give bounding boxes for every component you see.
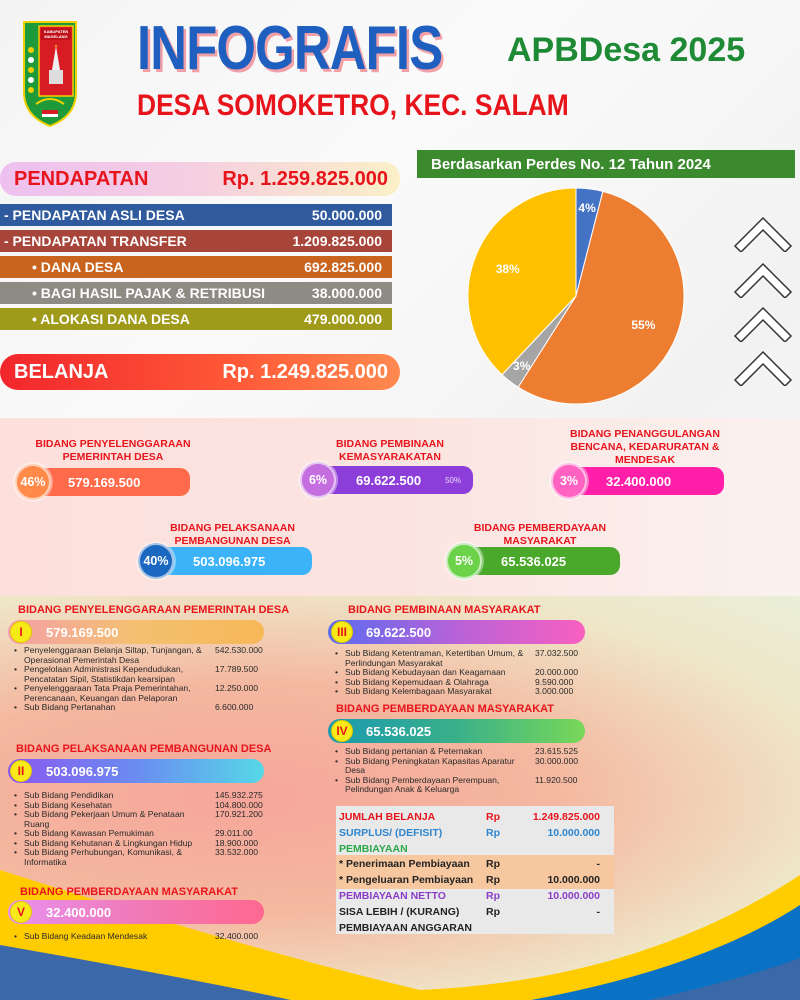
detail-item-value: 32.400.000 xyxy=(215,931,259,941)
detail-title: BIDANG PELAKSANAAN PEMBANGUNAN DESA xyxy=(16,743,272,755)
bidang-value-bar xyxy=(155,547,312,575)
pie-slice-label: 55% xyxy=(631,318,656,333)
pendapatan-label: PENDAPATAN xyxy=(14,167,149,190)
detail-total: 503.096.975 xyxy=(46,763,119,779)
summary-value: 10.000.000 xyxy=(547,826,600,839)
summary-currency: Rp xyxy=(486,905,500,918)
double-chevron-up-icon xyxy=(732,344,794,386)
roman-numeral-badge: V xyxy=(10,901,32,923)
detail-total-bar xyxy=(8,620,264,644)
detail-item-list xyxy=(14,791,290,867)
pendapatan-row-value: 38.000.000 xyxy=(311,285,382,301)
detail-item xyxy=(335,649,610,668)
detail-total-bar xyxy=(328,620,585,644)
detail-item-name: • Pengelolaan Administrasi Kependudukan, Pencatatan Sipil, Statistikdan kearsipan xyxy=(14,665,204,684)
page-title: INFOGRAFIS xyxy=(137,14,443,83)
detail-item-name: • Sub Bidang Kawasan Pemukiman xyxy=(14,829,204,839)
detail-item-value: 17.789.500 xyxy=(215,664,259,674)
bidang-title: BIDANG PEMBINAAN KEMASYARAKATAN xyxy=(336,438,444,463)
chart-title: Berdasarkan Perdes No. 12 Tahun 2024 xyxy=(417,150,795,178)
pendapatan-row-label: • BAGI HASIL PAJAK & RETRIBUSI xyxy=(32,285,266,301)
detail-item xyxy=(14,932,290,942)
detail-item-name: • Sub Bidang Peningkatan Kapasitas Aparatur Desa xyxy=(335,757,530,776)
detail-title: BIDANG PEMBERDAYAAN MASYARAKAT xyxy=(20,886,238,898)
summary-currency: Rp xyxy=(486,826,500,839)
bidang-percent-badge: 6% xyxy=(300,462,336,498)
summary-value: - xyxy=(596,858,600,871)
detail-total: 65.536.025 xyxy=(366,723,432,739)
detail-item-name: • Sub Bidang Pendidikan xyxy=(14,791,204,801)
detail-title: BIDANG PEMBERDAYAAN MASYARAKAT xyxy=(336,703,554,715)
belanja-header xyxy=(0,354,400,390)
belanja-label: BELANJA xyxy=(14,360,109,383)
detail-item-name: • Sub Bidang Kebudayaan dan Keagamaan xyxy=(335,668,530,678)
pendapatan-row-value: 479.000.000 xyxy=(304,311,382,327)
detail-item-value: 30.000.000 xyxy=(535,755,579,766)
detail-item-name: • Sub Bidang pertanian & Peternakan xyxy=(335,747,530,757)
summary-value: 1.249.825.000 xyxy=(532,811,600,823)
detail-item-value: 6.600.000 xyxy=(215,702,254,712)
detail-total: 32.400.000 xyxy=(46,904,112,920)
pendapatan-row xyxy=(0,230,392,252)
detail-item xyxy=(14,848,290,867)
detail-item-name: • Penyelenggaraan Belanja Siltap, Tunjangan, & Operasional Pemerintah Desa xyxy=(14,646,204,665)
roman-numeral-badge: II xyxy=(10,760,32,782)
bidang-title: BIDANG PEMBERDAYAAN MASYARAKAT xyxy=(473,522,607,547)
bidang-title: BIDANG PELAKSANAAN PEMBANGUNAN DESA xyxy=(170,522,295,547)
detail-item-value: 104.800.000 xyxy=(215,799,263,810)
summary-value: 10.000.000 xyxy=(547,874,600,887)
detail-total-bar xyxy=(328,719,585,743)
detail-title: BIDANG PEMBINAAN MASYARAKAT xyxy=(348,604,541,616)
pendapatan-row-value: 1.209.825.000 xyxy=(292,233,382,249)
detail-item xyxy=(335,687,610,697)
belanja-total: Rp. 1.249.825.000 xyxy=(222,360,388,383)
detail-item-name: • Penyelenggaraan Tata Praja Pemerintahan, Perencanaan, Keuangan dan Pelaporan xyxy=(14,684,204,703)
summary-label: * Pengeluaran Pembiayaan xyxy=(339,874,474,887)
bidang-percent-badge: 40% xyxy=(138,543,174,579)
pendapatan-total: Rp. 1.259.825.000 xyxy=(222,167,388,190)
detail-item xyxy=(14,665,290,684)
summary-table xyxy=(336,806,614,934)
bidang-value-bar xyxy=(318,466,473,494)
detail-item-value: 23.615.525 xyxy=(535,746,579,756)
detail-item-list xyxy=(14,646,290,713)
detail-item-value: 9.590.000 xyxy=(535,676,574,687)
detail-item-list xyxy=(335,747,610,795)
detail-item-value: 12.250.000 xyxy=(215,683,259,693)
detail-item-name: • Sub Bidang Perhubungan, Komunikasi, & Informatika xyxy=(14,848,204,867)
detail-item-name: • Sub Bidang Kesehatan xyxy=(14,801,204,811)
summary-label: PEMBIAYAAN NETTO xyxy=(339,890,446,902)
bidang-title: BIDANG PENYELENGGARAAN PEMERINTAH DESA xyxy=(35,438,191,463)
detail-item-value: 18.900.000 xyxy=(215,837,259,848)
detail-item-name: • Sub Bidang Kepemudaan & Olahraga xyxy=(335,678,530,688)
detail-item xyxy=(14,684,290,703)
detail-item-value: 20.000.000 xyxy=(535,667,579,677)
double-chevron-up-icon xyxy=(732,300,794,342)
page-title-suffix: APBDesa 2025 xyxy=(507,31,746,69)
bidang-note: 50% xyxy=(445,475,462,485)
pendapatan-row-label: - PENDAPATAN TRANSFER xyxy=(4,233,187,249)
detail-title: BIDANG PENYELENGGARAAN PEMERINTAH DESA xyxy=(18,604,290,616)
pie-slice-label: 3% xyxy=(513,358,531,373)
summary-value: 10.000.000 xyxy=(547,890,600,902)
bidang-title: BIDANG PENANGGULANGAN BENCANA, KEDARURATAN & MENDESAK xyxy=(570,428,720,466)
pie-slice-label: 4% xyxy=(578,201,596,216)
pendapatan-row xyxy=(0,256,392,278)
pendapatan-row-value: 692.825.000 xyxy=(304,259,382,275)
bidang-value-bar xyxy=(568,467,724,495)
detail-item-value: 542.530.000 xyxy=(215,645,263,655)
pendapatan-row xyxy=(0,308,392,330)
detail-item-list xyxy=(14,932,290,942)
pie-slice-label: 38% xyxy=(495,261,520,276)
summary-value: - xyxy=(596,905,600,918)
roman-numeral-badge: III xyxy=(331,621,353,643)
double-chevron-up-icon xyxy=(732,256,794,298)
detail-item-name: • Sub Bidang Pekerjaan Umum & Penataan Ruang xyxy=(14,810,204,829)
detail-item-name: • Sub Bidang Pemberdayaan Perempuan, Pelindungan Anak & Keluarga xyxy=(335,776,530,795)
roman-numeral-badge: IV xyxy=(331,720,353,742)
bidang-value: 65.536.025 xyxy=(501,553,567,569)
summary-currency: Rp xyxy=(486,874,500,887)
detail-item-value: 11.920.500 xyxy=(535,774,578,785)
bidang-value-bar xyxy=(463,547,620,575)
detail-item-value: 145.932.275 xyxy=(215,790,263,800)
summary-currency: Rp xyxy=(486,858,500,871)
kabupaten-logo-icon xyxy=(22,20,78,128)
detail-item-value: 3.000.000 xyxy=(535,686,574,696)
detail-item-name: • Sub Bidang Kehutanan & Lingkungan Hidup xyxy=(14,839,204,849)
pendapatan-row-value: 50.000.000 xyxy=(311,207,382,223)
detail-item xyxy=(14,646,290,665)
detail-item-value: 29.011.00 xyxy=(215,828,253,838)
pendapatan-row xyxy=(0,204,392,226)
pendapatan-row-label: • DANA DESA xyxy=(32,259,124,275)
bidang-value: 69.622.500 xyxy=(356,472,422,488)
detail-item-name: • Sub Bidang Kelembagaan Masyarakat xyxy=(335,687,530,697)
pendapatan-row xyxy=(0,282,392,304)
detail-item-name: • Sub Bidang Keadaan Mendesak xyxy=(14,932,209,942)
detail-item xyxy=(14,703,290,713)
detail-item-name: • Sub Bidang Pertanahan xyxy=(14,703,204,713)
summary-label: * Penerimaan Pembiayaan xyxy=(339,858,470,871)
summary-label: JUMLAH BELANJA xyxy=(339,811,436,823)
summary-label: PEMBIAYAAN xyxy=(339,842,408,855)
summary-label: PEMBIAYAAN ANGGARAN xyxy=(339,921,473,934)
summary-row xyxy=(336,919,614,937)
detail-item xyxy=(335,757,610,776)
bidang-percent-badge: 3% xyxy=(551,463,587,499)
detail-item-value: 33.532.000 xyxy=(215,847,259,857)
pendapatan-row-label: • ALOKASI DANA DESA xyxy=(32,311,190,327)
double-chevron-up-icon xyxy=(732,210,794,252)
bidang-percent-badge: 46% xyxy=(15,464,51,500)
summary-label: SISA LEBIH / (KURANG) xyxy=(339,905,460,918)
summary-label: SURPLUS/ (DEFISIT) xyxy=(339,826,443,839)
roman-numeral-badge: I xyxy=(10,621,32,643)
detail-item-value: 37.032.500 xyxy=(535,648,579,658)
bidang-value: 32.400.000 xyxy=(606,473,672,489)
summary-currency: Rp xyxy=(486,811,500,823)
pie-chart xyxy=(460,182,700,410)
bidang-value-bar xyxy=(30,468,190,496)
svg-text:KABUPATEN: KABUPATEN xyxy=(43,29,69,34)
detail-item-value: 170.921.200 xyxy=(215,809,263,819)
svg-text:MAGELANG: MAGELANG xyxy=(44,34,68,39)
detail-item xyxy=(335,776,610,795)
page-subtitle: DESA SOMOKETRO, KEC. SALAM xyxy=(137,89,569,122)
bidang-value: 579.169.500 xyxy=(68,474,141,490)
detail-item-list xyxy=(335,649,610,697)
pendapatan-header xyxy=(0,162,400,196)
detail-total: 579.169.500 xyxy=(46,624,119,640)
summary-currency: Rp xyxy=(486,890,500,902)
detail-item xyxy=(14,810,290,829)
detail-total-bar xyxy=(8,900,264,924)
detail-total: 69.622.500 xyxy=(366,624,432,640)
bidang-value: 503.096.975 xyxy=(193,553,266,569)
detail-item-name: • Sub Bidang Ketentraman, Ketertiban Umum, & Perlindungan Masyarakat xyxy=(335,649,530,668)
bidang-percent-badge: 5% xyxy=(446,543,482,579)
detail-total-bar xyxy=(8,759,264,783)
pendapatan-row-label: - PENDAPATAN ASLI DESA xyxy=(4,207,185,223)
